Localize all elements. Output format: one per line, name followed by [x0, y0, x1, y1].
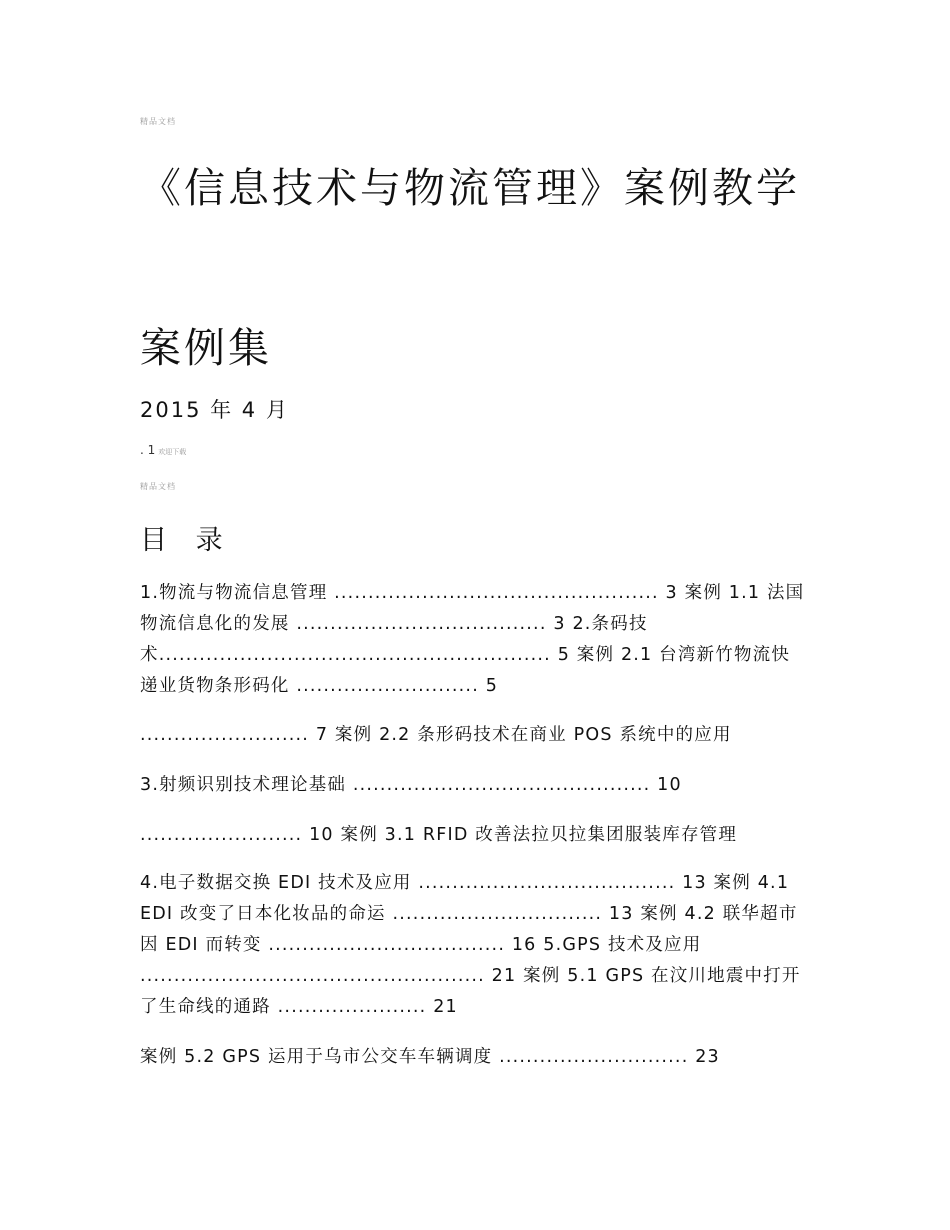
- page-number: [140, 443, 186, 457]
- toc-paragraph: 1.物流与物流信息管理 ................................................ 3 案例 1.1 法国物流信息化的发展 ..................................... 3 2.条码技术.......................................................... 5 案例 2.1 台湾新竹物流快递业货物条形码化 ........................... 5: [140, 583, 805, 696]
- document-title: 《信息技术与物流管理》案例教学: [140, 164, 800, 212]
- page-number-text: . 1: [140, 443, 156, 457]
- document-subtitle: 案例集: [140, 324, 272, 372]
- page-note: 欢迎下载: [158, 448, 187, 456]
- toc-heading: 目 录: [140, 525, 233, 556]
- toc-paragraph: ......................... 7 案例 2.2 条形码技术在商业 POS 系统中的应用: [140, 725, 732, 745]
- toc-paragraph: 4.电子数据交换 EDI 技术及应用 ...................................... 13 案例 4.1 EDI 改变了日本化妆品的命运 ............................... 13 案例 4.2 联华超市因 EDI 而转变 ................................... 16 5.GPS 技术及应用 ................................................... 21 案例 5.1 GPS 在汶川地震中打开了生命线的通路 ...................... 21: [140, 873, 801, 1017]
- publication-date: 2015 年 4 月: [140, 398, 289, 422]
- toc-paragraph: 3.射频识别技术理论基础 ............................................ 10: [140, 775, 682, 795]
- watermark-second: 精品文档: [140, 482, 176, 491]
- watermark-top: 精品文档: [140, 117, 176, 126]
- toc-paragraph: 案例 5.2 GPS 运用于乌市公交车车辆调度 ............................ 23: [140, 1047, 720, 1067]
- toc-paragraph: ........................ 10 案例 3.1 RFID 改善法拉贝拉集团服装库存管理: [140, 825, 738, 845]
